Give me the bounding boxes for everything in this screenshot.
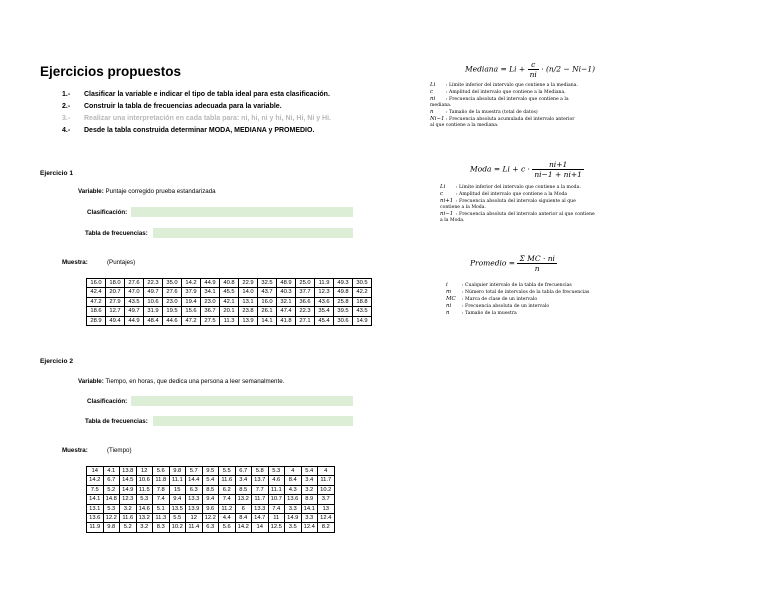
note-text: : Amplitud del intervalo que contiene a la Mediana. xyxy=(446,90,566,95)
table-cell: 48.4 xyxy=(144,316,163,325)
table-cell: 41.8 xyxy=(277,316,296,325)
note-text: : Límite inferior del intervalo que contiene a la moda. xyxy=(456,185,581,190)
note-symbol: ni xyxy=(430,96,436,102)
table-cell: 11.9 xyxy=(315,279,334,288)
exercise-2-title: Ejercicio 2 xyxy=(40,358,73,365)
note-text: : Marca de clase de un intervalo xyxy=(462,297,538,302)
table-cell: 11.7 xyxy=(252,495,269,504)
muestra-unit: (Tiempo) xyxy=(107,447,132,454)
note-symbol: ni+1 xyxy=(440,198,454,204)
formula-note xyxy=(430,96,580,109)
table-cell: 5.4 xyxy=(202,476,219,485)
table-cell: 19.4 xyxy=(182,297,201,306)
table-cell: 12.7 xyxy=(106,307,125,316)
table-cell: 22.3 xyxy=(144,279,163,288)
clasificacion-input[interactable] xyxy=(131,207,353,217)
note-symbol: n xyxy=(430,109,434,115)
formula-note xyxy=(430,116,580,129)
table-cell: 13.9 xyxy=(239,316,258,325)
table-cell: 11.1 xyxy=(268,485,285,494)
table-cell: 27.6 xyxy=(125,279,144,288)
table-row xyxy=(87,297,372,306)
table-cell: 18.8 xyxy=(353,297,372,306)
table-cell: 44.6 xyxy=(163,316,182,325)
table-cell: 14.5 xyxy=(120,476,137,485)
table-cell: 12.3 xyxy=(120,495,137,504)
table-cell: 43.5 xyxy=(353,307,372,316)
fraction-denominator: ni−1 + ni+1 xyxy=(534,170,582,179)
table-cell: 4.6 xyxy=(268,476,285,485)
table-cell: 49.8 xyxy=(334,288,353,297)
table-cell: 11.1 xyxy=(169,476,186,485)
table-cell: 18.6 xyxy=(87,307,106,316)
table-cell: 15.6 xyxy=(182,307,201,316)
table-cell: 14.1 xyxy=(258,316,277,325)
table-row xyxy=(87,316,372,325)
table-cell: 14.2 xyxy=(182,279,201,288)
table-cell: 14.2 xyxy=(235,523,252,532)
note-symbol: MC xyxy=(446,296,456,302)
muestra-label: Muestra: xyxy=(62,447,88,454)
table-cell: 36.7 xyxy=(201,307,220,316)
table-cell: 7.5 xyxy=(87,485,104,494)
promedio-formula xyxy=(470,254,557,273)
table-cell: 14.6 xyxy=(136,504,153,513)
table-cell: 49.7 xyxy=(144,288,163,297)
note-symbol: Ni−1 xyxy=(430,116,445,122)
exercise-1-title: Ejercicio 1 xyxy=(40,170,73,177)
table-cell: 13.3 xyxy=(186,495,203,504)
table-cell: 13.8 xyxy=(120,467,137,476)
table-cell: 5.5 xyxy=(219,467,236,476)
exercise-1-variable xyxy=(78,188,216,195)
table-cell: 3.3 xyxy=(301,514,318,523)
table-cell: 43.7 xyxy=(258,288,277,297)
table-row xyxy=(87,476,335,485)
table-cell: 14 xyxy=(87,467,104,476)
mediana-notes xyxy=(430,82,580,129)
table-cell: 37.7 xyxy=(296,288,315,297)
muestra-unit: (Puntajes) xyxy=(107,259,136,266)
note-symbol: i xyxy=(446,282,448,288)
table-row xyxy=(87,523,335,532)
table-cell: 13.1 xyxy=(239,297,258,306)
table-cell: 30.6 xyxy=(334,316,353,325)
note-symbol: n xyxy=(446,310,450,316)
table-cell: 31.9 xyxy=(144,307,163,316)
table-row xyxy=(87,288,372,297)
moda-notes xyxy=(440,184,595,224)
table-cell: 5.3 xyxy=(268,467,285,476)
table-cell: 30.5 xyxy=(353,279,372,288)
table-cell: 4.4 xyxy=(219,514,236,523)
table-cell: 5.3 xyxy=(103,504,120,513)
table-cell: 43.5 xyxy=(125,297,144,306)
table-cell: 13.2 xyxy=(136,514,153,523)
table-cell: 49.3 xyxy=(334,279,353,288)
formula-tail: · (n/2 − Ni−1) xyxy=(541,64,596,74)
note-text: : Tamaño de la muestra (total de datos) xyxy=(446,110,538,115)
table-cell: 40.8 xyxy=(220,279,239,288)
table-cell: 23.8 xyxy=(239,307,258,316)
fraction-numerator: Σ MC · ni xyxy=(519,254,555,263)
formula-fraction xyxy=(528,60,539,79)
table-cell: 16.0 xyxy=(258,297,277,306)
instruction-number: 4.- xyxy=(62,127,71,134)
table-cell: 13.7 xyxy=(252,476,269,485)
table-row xyxy=(87,485,335,494)
moda-formula xyxy=(470,160,584,179)
table-cell: 9.8 xyxy=(169,467,186,476)
table-cell: 25.0 xyxy=(296,279,315,288)
mediana-formula xyxy=(465,60,595,79)
table-cell: 12 xyxy=(186,514,203,523)
formula-note xyxy=(446,296,606,303)
table-cell: 42.1 xyxy=(220,297,239,306)
muestra-label: Muestra: xyxy=(62,259,88,266)
table-cell: 20.7 xyxy=(106,288,125,297)
table-cell: 15 xyxy=(169,485,186,494)
table-cell: 8.4 xyxy=(285,476,302,485)
instruction-2 xyxy=(62,103,282,110)
formula-note xyxy=(430,109,580,116)
table-cell: 19.5 xyxy=(163,307,182,316)
table-row xyxy=(87,514,335,523)
table-cell: 3.3 xyxy=(285,504,302,513)
note-text: : Amplitud del intervalo que contiene a la Moda xyxy=(456,192,568,197)
table-cell: 11.8 xyxy=(153,476,170,485)
table-cell: 10.7 xyxy=(268,495,285,504)
instruction-number: 2.- xyxy=(62,103,71,110)
table-cell: 5.1 xyxy=(153,504,170,513)
formula-note xyxy=(430,82,580,89)
table-cell: 49.4 xyxy=(106,316,125,325)
table-cell: 27.9 xyxy=(106,297,125,306)
table-cell: 28.9 xyxy=(87,316,106,325)
table-cell: 10.6 xyxy=(136,476,153,485)
table-cell: 7.7 xyxy=(252,485,269,494)
table-cell: 4 xyxy=(285,467,302,476)
note-text: : Frecuencia absoluta acumulada del intervalo anterior al que contiene a la mediana. xyxy=(430,117,575,128)
note-symbol: Li xyxy=(440,184,446,190)
table-cell: 5.6 xyxy=(219,523,236,532)
clasificacion-input[interactable] xyxy=(131,396,353,406)
table-row xyxy=(87,467,335,476)
table-cell: 13.6 xyxy=(87,514,104,523)
table-cell: 27.1 xyxy=(296,316,315,325)
exercise-2-variable xyxy=(78,378,284,385)
table-cell: 8.5 xyxy=(202,485,219,494)
table-cell: 22.3 xyxy=(296,307,315,316)
formula-note xyxy=(440,198,595,211)
table-cell: 27.5 xyxy=(201,316,220,325)
table-cell: 14.1 xyxy=(301,504,318,513)
table-cell: 12.2 xyxy=(202,514,219,523)
table-cell: 7.4 xyxy=(268,504,285,513)
fraction-denominator: n xyxy=(534,264,540,273)
formula-note xyxy=(446,303,606,310)
table-cell: 11.4 xyxy=(186,523,203,532)
tabla-frecuencias-input[interactable] xyxy=(153,228,353,238)
table-cell: 8.5 xyxy=(235,485,252,494)
table-cell: 16.0 xyxy=(87,279,106,288)
table-cell: 8.2 xyxy=(318,523,335,532)
table-cell: 34.1 xyxy=(201,288,220,297)
table-cell: 32.5 xyxy=(258,279,277,288)
formula-note xyxy=(446,310,606,317)
table-cell: 11.7 xyxy=(318,476,335,485)
sample-table-2 xyxy=(86,466,335,533)
table-cell: 4.1 xyxy=(103,467,120,476)
table-cell: 6.3 xyxy=(186,485,203,494)
table-cell: 4 xyxy=(318,467,335,476)
table-cell: 6.7 xyxy=(235,467,252,476)
formula-note xyxy=(440,184,595,191)
formula-note xyxy=(440,191,595,198)
fraction-numerator: c xyxy=(528,60,539,70)
formula-note xyxy=(430,89,580,96)
formula-note xyxy=(446,289,606,296)
table-cell: 14.9 xyxy=(120,485,137,494)
table-cell: 18.0 xyxy=(106,279,125,288)
table-cell: 43.6 xyxy=(315,297,334,306)
note-text: : Frecuencia absoluta de un intervalo xyxy=(462,304,550,309)
table-cell: 25.8 xyxy=(334,297,353,306)
sample-table-1 xyxy=(86,278,372,326)
table-cell: 5.2 xyxy=(103,485,120,494)
table-cell: 14.4 xyxy=(186,476,203,485)
table-cell: 10.2 xyxy=(169,523,186,532)
note-symbol: ni xyxy=(446,303,452,309)
table-cell: 11.5 xyxy=(136,485,153,494)
clasificacion-label: Clasificación: xyxy=(87,398,128,405)
table-row xyxy=(87,504,335,513)
table-cell: 47.2 xyxy=(87,297,106,306)
formula-lhs: Mediana = Li + xyxy=(465,64,528,74)
table-cell: 4.3 xyxy=(285,485,302,494)
note-symbol: c xyxy=(430,89,434,95)
table-row xyxy=(87,495,335,504)
instruction-text: Clasificar la variable e indicar el tipo de tabla ideal para esta clasificación. xyxy=(84,91,330,98)
table-cell: 12.4 xyxy=(301,523,318,532)
table-cell: 47.4 xyxy=(277,307,296,316)
table-cell: 5.4 xyxy=(301,467,318,476)
table-cell: 7.4 xyxy=(219,495,236,504)
table-cell: 3.7 xyxy=(318,495,335,504)
table-cell: 42.4 xyxy=(87,288,106,297)
table-cell: 45.4 xyxy=(315,316,334,325)
table-cell: 44.9 xyxy=(201,279,220,288)
table-cell: 5.5 xyxy=(169,514,186,523)
table-cell: 12.3 xyxy=(315,288,334,297)
instruction-number: 1.- xyxy=(62,91,71,98)
table-cell: 13.2 xyxy=(235,495,252,504)
table-cell: 3.5 xyxy=(285,523,302,532)
page-title: Ejercicios propuestos xyxy=(40,64,182,79)
table-cell: 47.2 xyxy=(182,316,201,325)
table-cell: 11.3 xyxy=(220,316,239,325)
table-cell: 3.4 xyxy=(235,476,252,485)
table-cell: 9.4 xyxy=(169,495,186,504)
note-text: : Límite inferior del intervalo que contiene a la mediana. xyxy=(446,83,578,88)
table-row xyxy=(87,279,372,288)
table-cell: 14.8 xyxy=(103,495,120,504)
fraction-numerator: ni+1 xyxy=(532,160,584,170)
table-cell: 8.3 xyxy=(153,523,170,532)
table-cell: 6.7 xyxy=(103,476,120,485)
instruction-text: Construir la tabla de frecuencias adecuada para la variable. xyxy=(84,103,282,110)
note-text: : Frecuencia absoluta del intervalo anterior al que contiene a la Moda. xyxy=(440,212,595,223)
table-cell: 12 xyxy=(136,467,153,476)
table-cell: 13.5 xyxy=(169,504,186,513)
table-cell: 44.9 xyxy=(125,316,144,325)
table-cell: 5.2 xyxy=(120,523,137,532)
note-text: : Frecuencia absoluta del intervalo que contiene a la mediana. xyxy=(430,97,569,108)
table-cell: 35.4 xyxy=(315,307,334,316)
note-text: : Frecuencia absoluta del intervalo siguiente al que contiene a la Moda. xyxy=(440,199,576,210)
table-cell: 5.6 xyxy=(153,467,170,476)
table-cell: 40.3 xyxy=(277,288,296,297)
clasificacion-label: Clasificación: xyxy=(87,209,128,216)
table-cell: 7.8 xyxy=(153,485,170,494)
tabla-frecuencias-input[interactable] xyxy=(153,416,353,426)
table-cell: 11.3 xyxy=(153,514,170,523)
promedio-notes xyxy=(446,282,606,317)
table-cell: 9.4 xyxy=(202,495,219,504)
table-cell: 13.3 xyxy=(252,504,269,513)
table-cell: 5.3 xyxy=(136,495,153,504)
table-cell: 3.4 xyxy=(301,476,318,485)
table-cell: 47.0 xyxy=(125,288,144,297)
table-cell: 6.3 xyxy=(202,523,219,532)
table-cell: 36.6 xyxy=(296,297,315,306)
note-symbol: m xyxy=(446,289,452,295)
table-cell: 14.0 xyxy=(239,288,258,297)
table-cell: 13.9 xyxy=(186,504,203,513)
table-cell: 14.2 xyxy=(87,476,104,485)
variable-label: Variable: xyxy=(78,188,104,195)
table-cell: 14 xyxy=(252,523,269,532)
formula-note xyxy=(440,211,595,224)
table-cell: 3.2 xyxy=(120,504,137,513)
formula-fraction xyxy=(532,160,584,179)
table-cell: 12.5 xyxy=(268,523,285,532)
table-cell: 42.2 xyxy=(353,288,372,297)
tabla-frecuencias-label: Tabla de frecuencias: xyxy=(85,418,148,425)
table-cell: 14.9 xyxy=(285,514,302,523)
fraction-denominator: ni xyxy=(529,70,537,79)
table-cell: 8.4 xyxy=(235,514,252,523)
table-cell: 9.6 xyxy=(202,504,219,513)
table-cell: 27.6 xyxy=(163,288,182,297)
table-cell: 14.9 xyxy=(353,316,372,325)
instruction-1 xyxy=(62,91,330,98)
table-cell: 49.7 xyxy=(125,307,144,316)
note-text: : Tamaño de la muestra xyxy=(462,311,517,316)
table-cell: 13.1 xyxy=(87,504,104,513)
table-cell: 22.9 xyxy=(239,279,258,288)
table-cell: 11.2 xyxy=(219,504,236,513)
table-cell: 11.6 xyxy=(219,476,236,485)
tabla-frecuencias-label: Tabla de frecuencias: xyxy=(85,230,148,237)
table-cell: 14.7 xyxy=(252,514,269,523)
instruction-text: Desde la tabla construida determinar MODA, MEDIANA y PROMEDIO. xyxy=(84,127,315,134)
formula-fraction xyxy=(517,254,557,273)
table-cell: 5.7 xyxy=(186,467,203,476)
variable-text: Puntaje corregido prueba estandarizada xyxy=(105,188,216,195)
variable-text: Tiempo, en horas, que dedica una persona a leer semanalmente. xyxy=(105,378,285,385)
table-cell: 20.1 xyxy=(220,307,239,316)
note-text: : Cualquier intervalo de la tabla de frecuencias xyxy=(462,283,572,288)
table-cell: 6.2 xyxy=(219,485,236,494)
table-cell: 9.8 xyxy=(103,523,120,532)
formula-lhs: Moda = Li + c · xyxy=(470,164,533,174)
note-text: : Número total de intervalos de la tabla de frecuencias xyxy=(462,290,590,295)
table-cell: 23.0 xyxy=(163,297,182,306)
table-cell: 10.6 xyxy=(144,297,163,306)
table-cell: 12.4 xyxy=(318,514,335,523)
table-cell: 32.1 xyxy=(277,297,296,306)
table-cell: 37.9 xyxy=(182,288,201,297)
table-cell: 6 xyxy=(235,504,252,513)
table-cell: 45.5 xyxy=(220,288,239,297)
table-cell: 13.6 xyxy=(285,495,302,504)
table-cell: 9.5 xyxy=(202,467,219,476)
table-cell: 26.1 xyxy=(258,307,277,316)
variable-label: Variable: xyxy=(78,378,104,385)
table-cell: 48.9 xyxy=(277,279,296,288)
table-cell: 11.9 xyxy=(87,523,104,532)
instruction-3 xyxy=(62,115,331,122)
table-cell: 13 xyxy=(318,504,335,513)
table-cell: 12.2 xyxy=(103,514,120,523)
instruction-4 xyxy=(62,127,314,134)
table-cell: 23.0 xyxy=(201,297,220,306)
table-cell: 3.2 xyxy=(136,523,153,532)
table-cell: 5.8 xyxy=(252,467,269,476)
table-cell: 11.6 xyxy=(120,514,137,523)
table-cell: 8.9 xyxy=(301,495,318,504)
table-cell: 11 xyxy=(268,514,285,523)
instruction-number: 3.- xyxy=(62,115,71,122)
note-symbol: Li xyxy=(430,82,436,88)
instruction-text: Realizar una interpretación en cada tabla para: ni, hi, ni y hi, Ni, Hi, Ni y Hi. xyxy=(84,115,332,122)
table-cell: 14.1 xyxy=(87,495,104,504)
table-cell: 3.2 xyxy=(301,485,318,494)
note-symbol: ni−1 xyxy=(440,211,454,217)
table-cell: 39.5 xyxy=(334,307,353,316)
formula-lhs: Promedio = xyxy=(470,258,518,268)
table-row xyxy=(87,307,372,316)
table-cell: 35.0 xyxy=(163,279,182,288)
formula-note xyxy=(446,282,606,289)
table-cell: 10.2 xyxy=(318,485,335,494)
note-symbol: c xyxy=(440,191,444,197)
table-cell: 7.4 xyxy=(153,495,170,504)
